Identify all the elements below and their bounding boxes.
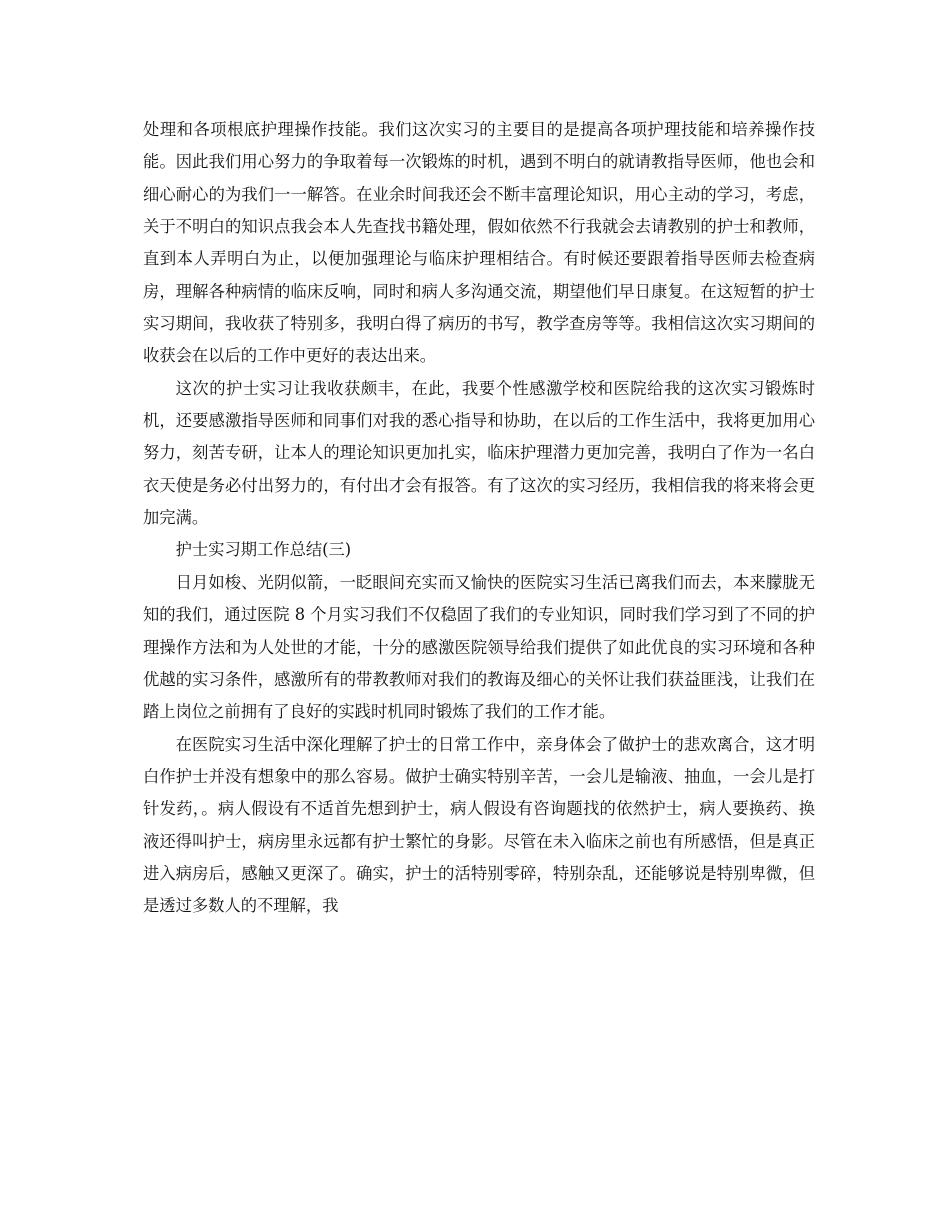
document-page — [143, 114, 815, 923]
paragraph-time-flies: 日月如梭、光阴似箭，一眨眼间充实而又愉快的医院实习生活已离我们而去，本来朦胧无知的我们，通过医院 8 个月实习我们不仅稳固了我们的专业知识，同时我们学习到了不同的护理操作方法和为人处世的才能，十分的感激医院领导给我们提供了如此优良的实习环境和各种优越的实习条件，感激所有的带教教师对我们的教诲及细心的关怀让我们获益匪浅，让我们在踏上岗位之前拥有了良好的实践时机同时锻炼了我们的工作才能。 — [143, 572, 815, 722]
section-heading: 护士实习期工作总结(三) — [175, 540, 352, 560]
paragraph-continuation: 处理和各项根底护理操作技能。我们这次实习的主要目的是提高各项护理技能和培养操作技能。因此我们用心努力的争取着每一次锻炼的时机，遇到不明白的就请教指导医师，他也会和细心耐心的为我们一一解答。在业余时间我还会不断丰富理论知识，用心主动的学习，考虑，关于不明白的知识点我会本人先查找书籍处理，假如依然不行我就会去请教别的护士和教师，直到本人弄明白为止，以便加强理论与临床护理相结合。有时候还要跟着指导医师去检查病房，理解各种病情的临床反响，同时和病人多沟通交流，期望他们早日康复。在这短暂的护士实习期间，我收获了特别多，我明白得了病历的书写，教学查房等等。我相信这次实习期间的收获会在以后的工作中更好的表达出来。 — [143, 120, 815, 366]
paragraph-hospital-life: 在医院实习生活中深化理解了护士的日常工作中，亲身体会了做护士的悲欢离合，这才明白作护士并没有想象中的那么容易。做护士确实特别辛苦，一会儿是输液、抽血，一会儿是打针发药，。病人假设有不适首先想到护士，病人假设有咨询题找的依然护士，病人要换药、换液还得叫护士，病房里永远都有护士繁忙的身影。尽管在未入临床之前也有所感悟，但是真正进入病房后，感触又更深了。确实，护士的活特别零碎，特别杂乱，还能够说是特别卑微，但是透过多数人的不理解，我 — [143, 734, 815, 916]
paragraph-internship-gains: 这次的护士实习让我收获颇丰，在此，我要个性感激学校和医院给我的这次实习锻炼时机，还要感激指导医师和同事们对我的悉心指导和协助，在以后的工作生活中，我将更加用心努力，刻苦专研，让本人的理论知识更加扎实，临床护理潜力更加完善，我明白了作为一名白衣天使是务必付出努力的，有付出才会有报答。有了这次的实习经历，我相信我的将来将会更加完满。 — [143, 378, 815, 528]
